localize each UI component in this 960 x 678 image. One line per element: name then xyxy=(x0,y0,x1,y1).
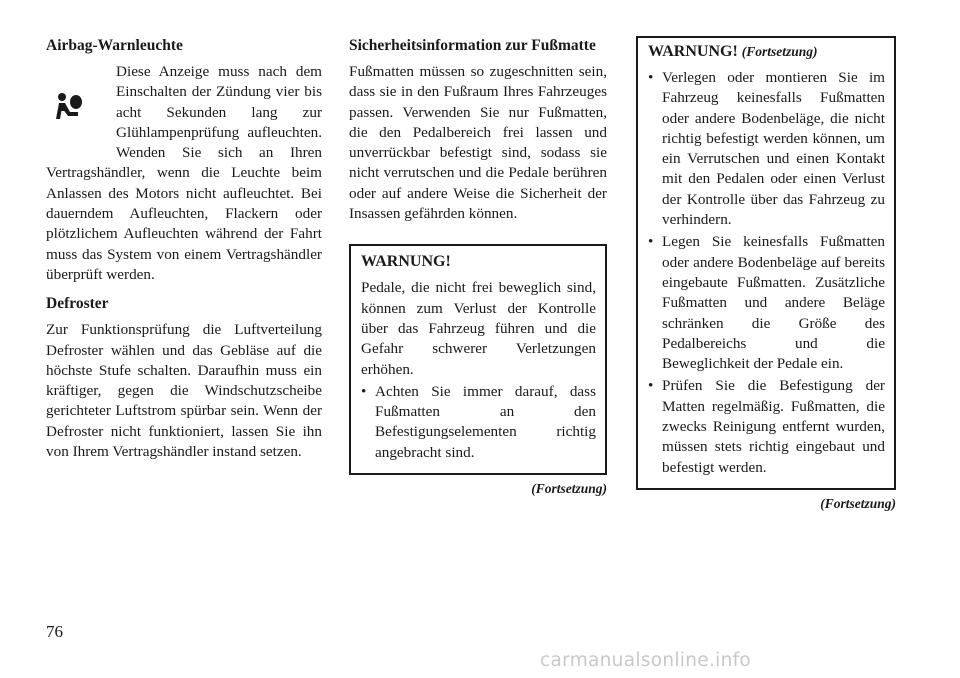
list-item: • Achten Sie immer darauf, dass Fußmatten an den Befestigungselementen richtig angebracht sind. xyxy=(361,382,596,463)
warning-list xyxy=(648,68,885,478)
warning-text: Pedale, die nicht frei beweglich sind, können zum Verlust der Kontrolle über das Fahrzeug führen und die Gefahr schwerer Verletzungen erhöhen. xyxy=(361,279,596,378)
warning-title xyxy=(648,42,885,62)
floormat-text: Fußmatten müssen so zugeschnitten sein, dass sie in den Fußraum Ihres Fahrzeuges passen. Verwenden Sie nur Fußmatten, die den Pedalbereich frei lassen und unverrückbar befestigt sind, sodass sie nicht verrutschen und die Pedale berühren oder auf andere Weise die Sicherheit der Insassen gefährden können. xyxy=(349,63,607,223)
warning-title-text: WARNUNG! xyxy=(648,43,738,60)
warning-box xyxy=(349,244,607,475)
airbag-text: Diese Anzeige muss nach dem Einschalten der Zündung vier bis acht Sekunden lang zur Glühlampenprüfung aufleuchten. Wenden Sie sich an Ihren Vertragshändler, wenn die Leuchte beim Anlassen des Motors nicht aufleuchtet. Bei dauerndem Aufleuchten, Flackern oder plötzlichem Aufleuchten während der Fahrt muss das System von einem Vertragshändler überprüft werden. xyxy=(46,63,322,283)
list-item: • Prüfen Sie die Befestigung der Matten regelmäßig. Fußmatten, die zwecks Reinigung entfernt wurden, müssen stets richtig eingebaut und befestigt werden. xyxy=(648,376,885,477)
warning-title-suffix: (Fortsetzung) xyxy=(741,44,818,59)
floormat-heading: Sicherheitsinformation zur Fußmatte xyxy=(349,37,596,54)
airbag-warning-icon xyxy=(46,62,116,144)
airbag-heading: Airbag-Warnleuchte xyxy=(46,37,183,54)
continued-label: (Fortsetzung) xyxy=(531,481,607,497)
column-right xyxy=(636,36,896,514)
list-item: • Verlegen oder montieren Sie im Fahrzeug keinesfalls Fußmatten oder andere Bodenbeläge, die nicht richtig befestigt werden können, um ein Verrutschen und einen Kontakt mit den Pedalen oder einen Verlust der Kontrolle über das Fahrzeug zu verhindern. xyxy=(648,68,885,230)
continued-label: (Fortsetzung) xyxy=(820,495,896,511)
watermark: carmanualsonline.info xyxy=(540,650,752,671)
column-left xyxy=(46,36,322,469)
list-item: • Legen Sie keinesfalls Fußmatten oder andere Bodenbeläge auf bereits eingebaute Fußmatten. Zusätzliche Fußmatten und andere Beläge schränken die Größe des Pedalbereichs und die Beweglichkeit der Pedale ein. xyxy=(648,232,885,374)
airbag-section xyxy=(46,62,322,285)
column-middle xyxy=(349,36,607,499)
warning-box-continued xyxy=(636,36,896,490)
defroster-text: Zur Funktionsprüfung die Luftverteilung Defroster wählen und das Gebläse auf die höchste Stufe schalten. Daraufhin muss ein kräftiger, gegen die Windschutzscheibe gerichteter Luftstrom spürbar sein. Wenn der Defroster nicht funktioniert, lassen Sie ihn von Ihrem Vertragshändler instand setzen. xyxy=(46,321,322,461)
page-number: 76 xyxy=(46,622,63,641)
warning-list xyxy=(361,382,596,463)
warning-title: WARNUNG! xyxy=(361,253,451,271)
defroster-heading: Defroster xyxy=(46,295,109,313)
